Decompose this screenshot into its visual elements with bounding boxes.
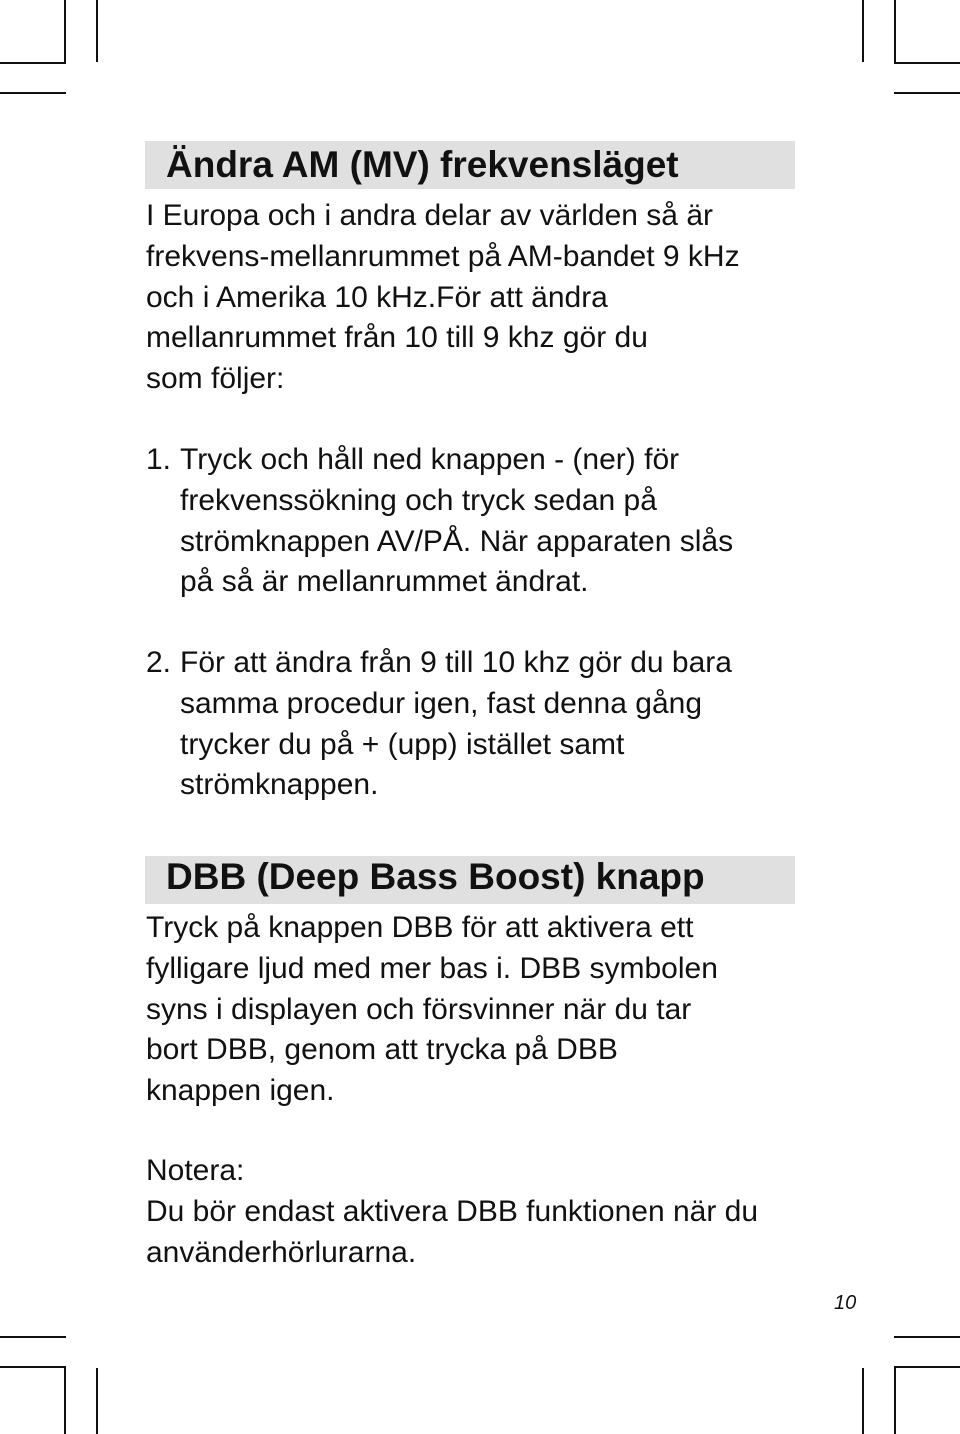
note-block [146, 1151, 826, 1273]
intro-paragraph [146, 196, 826, 400]
dbb-line: knappen igen. [146, 1074, 335, 1108]
crop-mark-bottom-left-horizontal-outer [0, 1336, 66, 1338]
crop-mark-top-left-vertical [64, 0, 66, 62]
step-item-1 [146, 440, 826, 603]
note-label: Notera: [146, 1154, 245, 1187]
note-line: Du bör endast aktivera DBB funktionen när du [146, 1194, 759, 1228]
section-heading-am-mode: Ändra AM (MV) frekvensläget [166, 144, 679, 185]
step-line: på så är mellanrummet ändrat. [180, 565, 589, 599]
dbb-line: fylligare ljud med mer bas i. DBB symbolen [146, 951, 718, 985]
intro-line: mellanrummet från 10 till 9 khz gör du [146, 321, 648, 355]
crop-mark-top-left-horizontal [0, 62, 66, 64]
step-item-2 [146, 643, 826, 806]
dbb-paragraph [146, 908, 826, 1112]
step-line: samma procedur igen, fast denna gång [180, 686, 702, 720]
page-number: 10 [834, 1292, 857, 1314]
step-line: Tryck och håll ned knappen - (ner) för [180, 443, 680, 476]
crop-mark-top-right-vertical [894, 0, 896, 62]
step-line: strömknappen. [180, 768, 379, 802]
crop-mark-bottom-left-vertical [64, 1366, 66, 1434]
step-line: trycker du på + (upp) istället samt [180, 727, 625, 761]
dbb-line: Tryck på knappen DBB för att aktivera ett [146, 911, 694, 944]
section-heading-dbb: DBB (Deep Bass Boost) knapp [166, 856, 705, 897]
crop-mark-bottom-right-vertical-outer [862, 1368, 864, 1434]
crop-mark-bottom-right-vertical [894, 1366, 896, 1434]
intro-line: och i Amerika 10 kHz.För att ändra [146, 280, 608, 314]
note-line: använderhörlurarna. [146, 1235, 417, 1269]
step-line: frekvenssökning och tryck sedan på [180, 483, 657, 517]
crop-mark-bottom-right-horizontal [894, 1366, 960, 1368]
intro-line: I Europa och i andra delar av världen så är [146, 199, 713, 232]
crop-mark-bottom-left-vertical-outer [96, 1368, 98, 1434]
crop-mark-bottom-left-horizontal [0, 1366, 66, 1368]
crop-mark-top-right-vertical-outer [862, 0, 864, 62]
crop-mark-bottom-right-horizontal-outer [894, 1336, 960, 1338]
crop-mark-top-right-horizontal-outer [894, 92, 960, 94]
intro-line: som följer: [146, 362, 285, 396]
crop-mark-top-right-horizontal [894, 62, 960, 64]
step-line: strömknappen AV/PÅ. När apparaten slås [180, 524, 734, 558]
dbb-line: bort DBB, genom att trycka på DBB [146, 1033, 618, 1067]
crop-mark-top-left-vertical-outer [96, 0, 98, 62]
intro-line: frekvens-mellanrummet på AM-bandet 9 kHz [146, 239, 740, 273]
dbb-line: syns i displayen och försvinner när du tar [146, 992, 692, 1026]
step-line: För att ändra från 9 till 10 khz gör du bara [180, 646, 732, 679]
step-number: 1. [146, 443, 172, 476]
step-number: 2. [146, 646, 172, 679]
crop-mark-top-left-horizontal-outer [0, 92, 66, 94]
